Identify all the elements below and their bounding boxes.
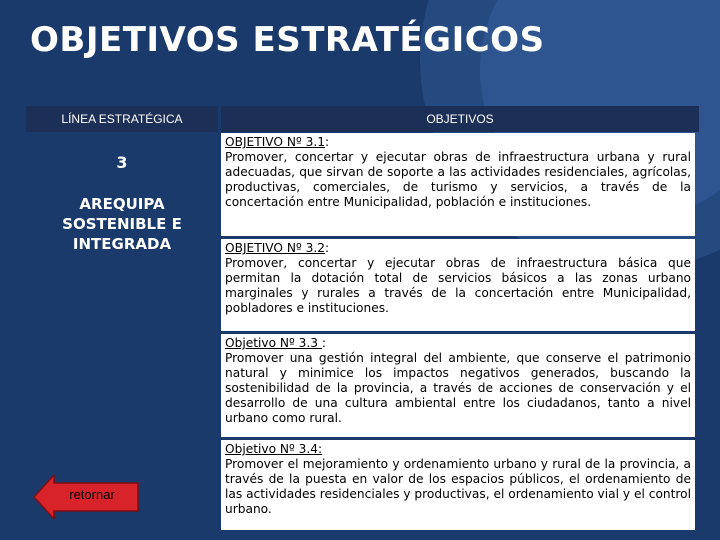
objective-text: Promover el mejoramiento y ordenamiento urbano y rural de la provincia, a través de la puesta en valor de los espacios públicos, el ordenamiento de las actividades residenciales y productivas, el ordenamiento vial y el control urbano. — [225, 456, 691, 516]
objective-heading-suffix: : — [325, 135, 330, 149]
strategic-line-number: 3 — [116, 153, 128, 172]
strategic-line-name: AREQUIPA SOSTENIBLE E INTEGRADA — [62, 195, 182, 253]
slide-title: OBJETIVOS ESTRATÉGICOS — [30, 20, 545, 60]
objective-cell-3-3 — [221, 334, 695, 437]
strategic-line-panel — [26, 133, 218, 530]
objective-heading: Objetivo Nº 3.4: — [225, 442, 323, 456]
objective-text: Promover, concertar y ejecutar obras de infraestructura básica que permitan la dotación total de servicios básicos a las zonas urbano marginales y rurales a través de la concertación entre Municipalidad, pobladores e instituciones. — [225, 255, 691, 315]
back-button-label: retornar — [69, 487, 115, 502]
objective-text: Promover, concertar y ejecutar obras de infraestructura urbana y rural adecuadas, que sirvan de soporte a las actividades residenciales, agrícolas, productivas, comerciales, de turismo y servicios, a través de la concertación entre Municipalidad, población e instituciones. — [225, 149, 691, 209]
objective-heading-suffix: : — [325, 241, 330, 255]
objective-text: Promover una gestión integral del ambiente, que conserve el patrimonio natural y minimice los impactos negativos generados, buscando la sostenibilidad de la provincia, a través de acciones de conservación y el desarrollo de una cultura ambiental entre los ciudadanos, tanto a nivel urbano como rural. — [225, 350, 691, 425]
objective-cell-3-4 — [221, 440, 695, 530]
column-header-linea: LÍNEA ESTRATÉGICA — [26, 106, 218, 132]
objective-heading: Objetivo Nº 3.3 — [225, 336, 322, 350]
back-button[interactable] — [34, 475, 140, 519]
column-header-objetivos: OBJETIVOS — [221, 106, 699, 132]
objective-heading-suffix: : — [321, 336, 327, 350]
objective-heading: OBJETIVO Nº 3.1 — [225, 135, 325, 149]
objective-heading: OBJETIVO Nº 3.2 — [225, 241, 325, 255]
objective-cell-3-1 — [221, 133, 695, 236]
objective-cell-3-2 — [221, 239, 695, 331]
